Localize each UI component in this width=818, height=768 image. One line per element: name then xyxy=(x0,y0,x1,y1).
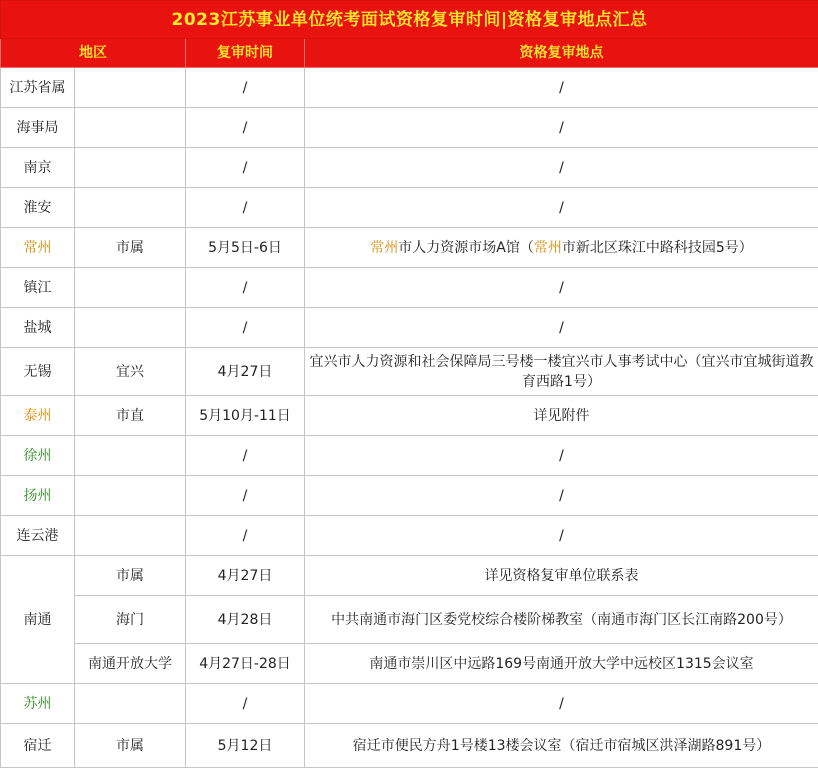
location-text: 市新北区珠江中路科技园5号） xyxy=(562,240,753,256)
table-row xyxy=(1,724,818,768)
table-row xyxy=(1,268,818,308)
location-cell: 详见附件 xyxy=(305,396,818,436)
sub-region-cell: 市属 xyxy=(75,556,186,596)
location-cell: / xyxy=(305,684,818,724)
sub-region-cell: 南通开放大学 xyxy=(75,644,186,684)
region-cell: 泰州 xyxy=(1,396,75,436)
location-highlight: 常州 xyxy=(370,240,398,256)
table-row xyxy=(1,596,818,644)
time-cell: / xyxy=(186,436,305,476)
time-cell: / xyxy=(186,516,305,556)
region-cell: 南京 xyxy=(1,148,75,188)
time-cell: / xyxy=(186,476,305,516)
time-cell: / xyxy=(186,148,305,188)
location-cell: / xyxy=(305,516,818,556)
table-row xyxy=(1,228,818,268)
location-cell: 宜兴市人力资源和社会保障局三号楼一楼宜兴市人事考试中心（宜兴市宜城街道教育西路1号） xyxy=(305,348,818,396)
header-time: 复审时间 xyxy=(186,39,305,68)
sub-region-cell: 市直 xyxy=(75,396,186,436)
time-cell: 4月27日 xyxy=(186,348,305,396)
sub-region-cell xyxy=(75,268,186,308)
region-cell: 淮安 xyxy=(1,188,75,228)
location-cell: / xyxy=(305,68,818,108)
region-cell: 镇江 xyxy=(1,268,75,308)
time-cell: 5月12日 xyxy=(186,724,305,768)
region-cell: 扬州 xyxy=(1,476,75,516)
region-cell: 苏州 xyxy=(1,684,75,724)
region-cell: 南通 xyxy=(1,556,75,684)
region-cell: 无锡 xyxy=(1,348,75,396)
header-location: 资格复审地点 xyxy=(305,39,818,68)
table-row xyxy=(1,436,818,476)
location-cell: 南通市崇川区中远路169号南通开放大学中远校区1315会议室 xyxy=(305,644,818,684)
location-cell: 宿迁市便民方舟1号楼13楼会议室（宿迁市宿城区洪泽湖路891号） xyxy=(305,724,818,768)
time-cell: / xyxy=(186,308,305,348)
table-header-row xyxy=(1,39,818,68)
time-cell: 4月28日 xyxy=(186,596,305,644)
table-row xyxy=(1,108,818,148)
sub-region-cell xyxy=(75,476,186,516)
sub-region-cell: 市属 xyxy=(75,228,186,268)
time-cell: 5月10月-11日 xyxy=(186,396,305,436)
table-row xyxy=(1,68,818,108)
sub-region-cell: 海门 xyxy=(75,596,186,644)
location-cell: / xyxy=(305,436,818,476)
table-row xyxy=(1,188,818,228)
table-row xyxy=(1,556,818,596)
location-cell: / xyxy=(305,188,818,228)
time-cell: / xyxy=(186,108,305,148)
region-cell: 常州 xyxy=(1,228,75,268)
sub-region-cell xyxy=(75,436,186,476)
location-cell: / xyxy=(305,268,818,308)
header-region: 地区 xyxy=(1,39,186,68)
table-row xyxy=(1,644,818,684)
table-title: 2023江苏事业单位统考面试资格复审时间|资格复审地点汇总 xyxy=(1,1,818,39)
table-row xyxy=(1,476,818,516)
table-row xyxy=(1,516,818,556)
sub-region-cell xyxy=(75,68,186,108)
time-cell: / xyxy=(186,268,305,308)
table-row xyxy=(1,684,818,724)
sub-region-cell: 宜兴 xyxy=(75,348,186,396)
time-cell: / xyxy=(186,188,305,228)
region-cell: 宿迁 xyxy=(1,724,75,768)
time-cell: / xyxy=(186,68,305,108)
location-cell: / xyxy=(305,308,818,348)
sub-region-cell xyxy=(75,108,186,148)
location-cell: 中共南通市海门区委党校综合楼阶梯教室（南通市海门区长江南路200号） xyxy=(305,596,818,644)
sub-region-cell xyxy=(75,516,186,556)
sub-region-cell xyxy=(75,308,186,348)
time-cell: / xyxy=(186,684,305,724)
region-cell: 海事局 xyxy=(1,108,75,148)
region-cell: 盐城 xyxy=(1,308,75,348)
location-cell: / xyxy=(305,476,818,516)
time-cell: 4月27日-28日 xyxy=(186,644,305,684)
sub-region-cell: 市属 xyxy=(75,724,186,768)
table-row xyxy=(1,308,818,348)
sub-region-cell xyxy=(75,684,186,724)
location-cell: / xyxy=(305,108,818,148)
location-text: 市人力资源市场A馆（ xyxy=(398,240,534,256)
table-row xyxy=(1,348,818,396)
location-cell: 详见资格复审单位联系表 xyxy=(305,556,818,596)
sub-region-cell xyxy=(75,188,186,228)
table-row xyxy=(1,148,818,188)
time-cell: 4月27日 xyxy=(186,556,305,596)
location-highlight: 常州 xyxy=(534,240,562,256)
region-cell: 连云港 xyxy=(1,516,75,556)
time-cell: 5月5日-6日 xyxy=(186,228,305,268)
sub-region-cell xyxy=(75,148,186,188)
location-cell xyxy=(305,228,818,268)
table-row xyxy=(1,396,818,436)
region-cell: 徐州 xyxy=(1,436,75,476)
location-cell: / xyxy=(305,148,818,188)
region-cell: 江苏省属 xyxy=(1,68,75,108)
